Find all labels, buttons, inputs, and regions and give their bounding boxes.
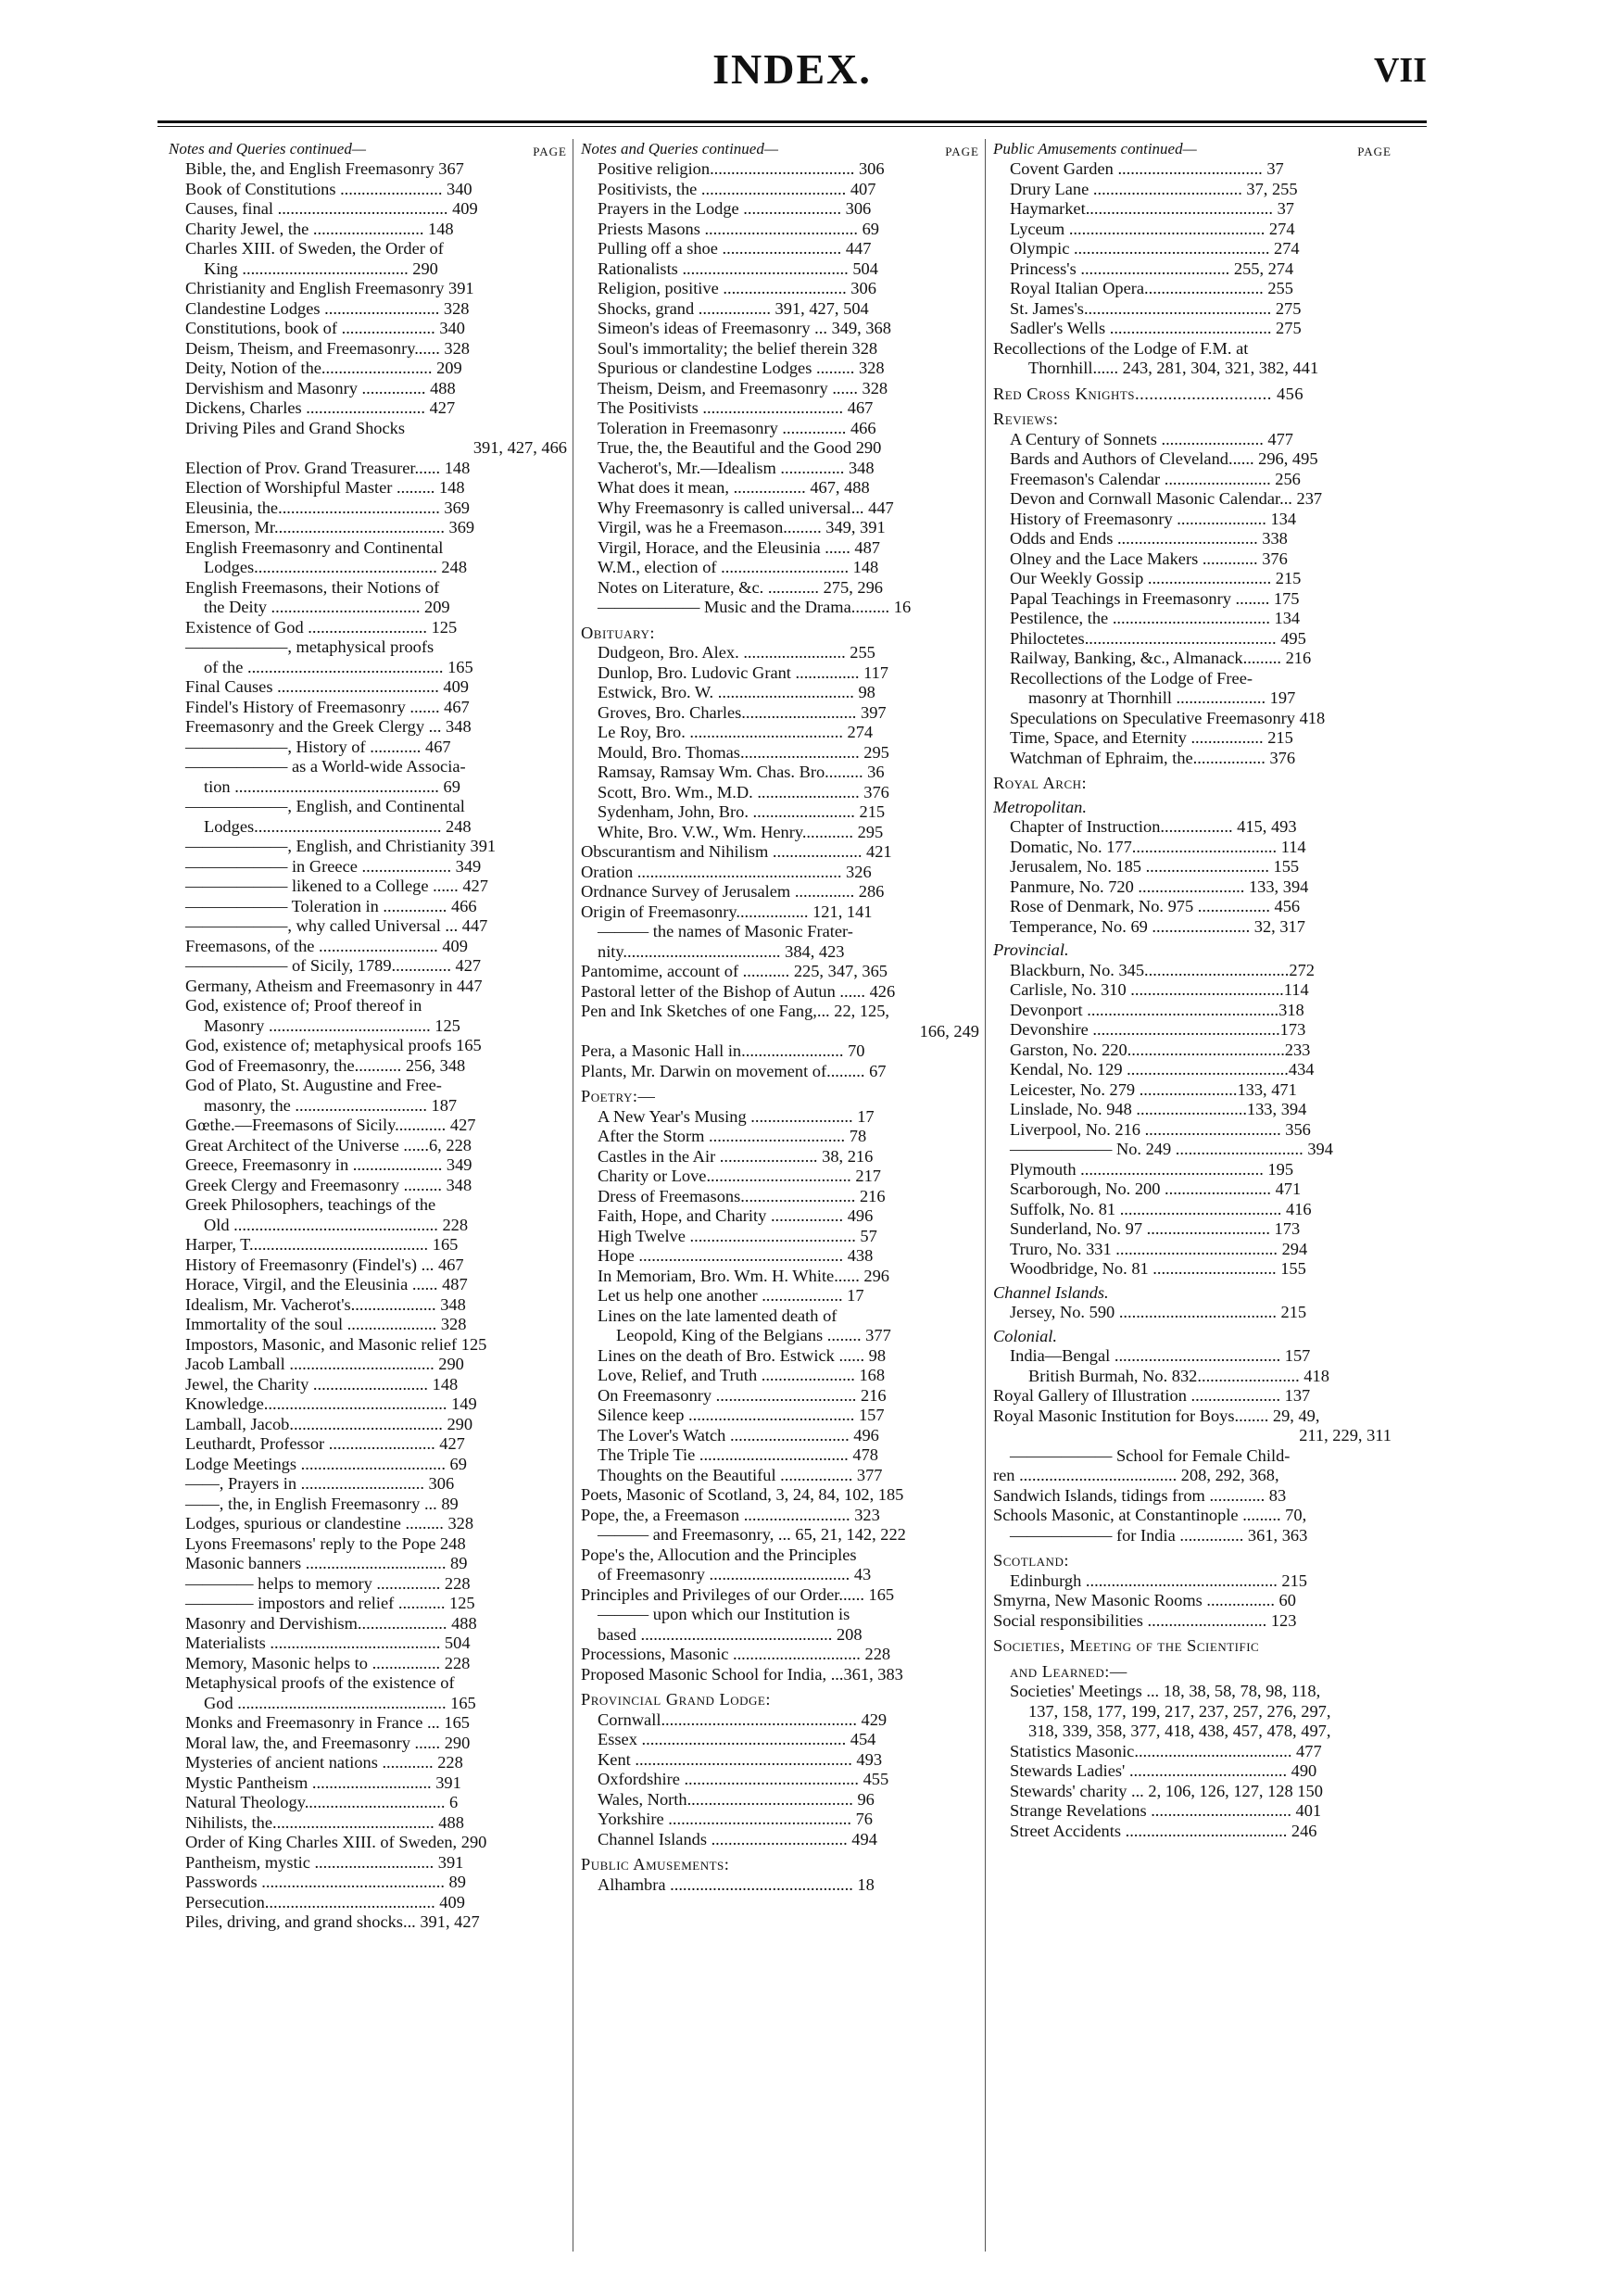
index-entry: Principles and Privileges of our Order...... 165: [581, 1584, 895, 1604]
index-entry: Estwick, Bro. W. ................................ 98: [598, 683, 875, 701]
index-entry: Eleusinia, the...................................... 369: [185, 498, 470, 517]
index-entry: Cornwall.............................................. 429: [598, 1709, 888, 1729]
index-entry: Silence keep ....................................... 157: [598, 1406, 885, 1424]
index-entry: Social responsibilities ............................ 123: [993, 1610, 1297, 1630]
index-entry: Lodge Meetings .................................. 69: [185, 1454, 467, 1473]
index-entry: Proposed Masonic School for India, ...361, 383: [581, 1664, 903, 1684]
index-entry: Essex ................................................ 454: [598, 1730, 876, 1748]
index-entry: Theism, Deism, and Freemasonry ...... 328: [598, 378, 888, 397]
index-entry: Lamball, Jacob.................................... 290: [185, 1414, 473, 1433]
index-entry: The Positivists ................................. 467: [598, 398, 874, 417]
index-entry: Spurious or clandestine Lodges ......... 328: [598, 359, 885, 377]
index-entry: Greece, Freemasonry in ..................... 349: [185, 1155, 472, 1174]
index-entry: Devonshire ............................................173: [1010, 1020, 1306, 1039]
index-entry: Pera, a Masonic Hall in........................ 70: [581, 1041, 865, 1060]
index-entry: Pastoral letter of the Bishop of Autun ...... 426: [581, 981, 896, 1001]
index-entry: Book of Constitutions ........................ 340: [185, 179, 472, 198]
index-entry: Mysteries of ancient nations ............ 228: [185, 1753, 463, 1772]
index-entry: Speculations on Speculative Freemasonry 418: [1010, 708, 1326, 727]
index-entry: Final Causes ...................................... 409: [185, 677, 469, 696]
index-entry: Notes on Literature, &c. ............ 275, 296: [598, 577, 883, 597]
index-entry: of the .............................................. 165: [204, 657, 473, 676]
index-entry: English Freemasonry and Continental: [185, 537, 444, 557]
index-entry: —————— likened to a College ...... 427: [185, 877, 488, 895]
index-entry: Immortality of the soul ..................... 328: [185, 1315, 467, 1333]
index-entry: White, Bro. V.W., Wm. Henry............ 295: [598, 822, 884, 841]
index-entry: the Deity ................................... 209: [204, 598, 450, 616]
index-entry: Drury Lane ................................... 37, 255: [1010, 179, 1298, 198]
index-entry: Railway, Banking, &c., Almanack......... 216: [1010, 649, 1312, 667]
index-entry: On Freemasonry ................................. 216: [598, 1385, 887, 1405]
index-entry: God, existence of; Proof thereof in: [185, 996, 422, 1015]
index-entry: Plants, Mr. Darwin on movement of......... 67: [581, 1061, 887, 1080]
index-column-2: [581, 139, 979, 1895]
index-entry: History of Freemasonry ..................... 134: [1010, 509, 1297, 528]
index-entry: Pope, the, a Freemason ......................... 323: [581, 1505, 880, 1524]
index-entry: Jersey, No. 590 ..................................... 215: [1010, 1303, 1307, 1321]
index-entry: Plymouth ........................................... 195: [1010, 1159, 1294, 1179]
index-entry: ——————, English, and Christianity 391: [185, 837, 497, 855]
index-entry: Faith, Hope, and Charity ................. 496: [598, 1206, 874, 1225]
index-entry: Masonry and Dervishism..................... 488: [185, 1613, 477, 1633]
subsection-heading: Channel Islands.: [993, 1282, 1109, 1302]
header-rule: [157, 120, 1427, 123]
index-entry: Smyrna, New Masonic Rooms ................ 60: [993, 1591, 1296, 1609]
index-entry: Alhambra ........................................... 18: [598, 1874, 875, 1894]
index-entry: Leuthardt, Professor ......................... 427: [185, 1434, 465, 1453]
index-entry: Virgil, Horace, and the Eleusinia ...... 487: [598, 537, 880, 557]
page-number: VII: [1373, 51, 1427, 90]
index-entry: Memory, Masonic helps to ................ 228: [185, 1653, 471, 1672]
page-label: PAGE: [533, 145, 567, 158]
index-entry: ——————, metaphysical proofs: [185, 637, 434, 656]
index-entry: Time, Space, and Eternity ................. 215: [1010, 728, 1293, 747]
index-entry: Monks and Freemasonry in France ... 165: [185, 1713, 470, 1732]
index-entry: Ramsay, Ramsay Wm. Chas. Bro......... 36: [598, 763, 885, 781]
index-entry: ——, the, in English Freemasonry ... 89: [185, 1494, 459, 1513]
index-entry: ——— the names of Masonic Frater-: [598, 922, 853, 940]
index-entry: Why Freemasonry is called universal... 447: [598, 498, 894, 517]
index-entry: Scott, Bro. Wm., M.D. ........................ 376: [598, 782, 889, 801]
subsection-heading: Metropolitan.: [993, 797, 1087, 816]
index-entry: —————— Toleration in ............... 466: [185, 896, 477, 915]
index-entry: Constitutions, book of ...................... 340: [185, 319, 465, 337]
index-entry: —————— No. 249 .............................. 394: [1010, 1140, 1333, 1158]
index-entry: God, existence of; metaphysical proofs 165: [185, 1036, 482, 1054]
index-entry: Freemasons, of the ............................ 409: [185, 936, 468, 955]
index-entry: Emerson, Mr........................................ 369: [185, 518, 475, 536]
index-entry: God of Plato, St. Augustine and Free-: [185, 1076, 442, 1094]
index-entry: What does it mean, ................. 467, 488: [598, 478, 870, 497]
index-entry: Garston, No. 220.....................................233: [1010, 1040, 1311, 1059]
index-entry: Domatic, No. 177.................................. 114: [1010, 837, 1306, 856]
subsection-heading: Colonial.: [993, 1326, 1057, 1345]
index-entry: Schools Masonic, at Constantinople ......... 70,: [993, 1506, 1307, 1524]
column-title: Notes and Queries continued—: [169, 140, 366, 158]
index-entry: Thoughts on the Beautiful ................. 377: [598, 1465, 883, 1484]
index-entry: Dudgeon, Bro. Alex. ........................ 255: [598, 643, 875, 662]
index-entry: Papal Teachings in Freemasonry ........ 175: [1010, 588, 1300, 608]
section-heading: Scotland:: [993, 1551, 1069, 1570]
index-entry: India—Bengal ....................................... 157: [1010, 1346, 1311, 1365]
index-entry: Scarborough, No. 200 ......................... 471: [1010, 1180, 1302, 1198]
section-heading: Obituary:: [581, 623, 655, 642]
index-entry: Lodges............................................ 248: [204, 816, 472, 836]
index-entry: Let us help one another ................... 17: [598, 1286, 864, 1305]
index-entry: Nihilists, the...................................... 488: [185, 1812, 464, 1832]
index-entry: Persecution........................................ 409: [185, 1892, 465, 1911]
index-entry: Dervishism and Masonry ............... 488: [185, 378, 456, 397]
index-entry: Prayers in the Lodge ....................... 306: [598, 199, 872, 218]
index-entry: ——— and Freemasonry, ... 65, 21, 142, 222: [598, 1525, 906, 1544]
index-entry: Princess's ................................... 255, 274: [1010, 259, 1294, 278]
index-entry: British Burmah, No. 832........................ 418: [1028, 1366, 1329, 1385]
index-entry: Stewards Ladies' ..................................... 490: [1010, 1761, 1317, 1780]
index-entry: Germany, Atheism and Freemasonry in 447: [185, 976, 483, 995]
index-entry: Dickens, Charles ............................ 427: [185, 398, 456, 417]
index-entry: Hope ................................................ 438: [598, 1246, 874, 1265]
index-entry: Freemason's Calendar ......................... 256: [1010, 469, 1301, 488]
index-entry: masonry at Thornhill ..................... 197: [1028, 688, 1296, 707]
index-entry: Knowledge........................................... 149: [185, 1394, 477, 1413]
index-entry: Philoctetes............................................. 495: [1010, 628, 1306, 648]
index-entry: Dress of Freemasons........................... 216: [598, 1186, 886, 1205]
index-entry: Lines on the death of Bro. Estwick ...... 98: [598, 1345, 887, 1365]
index-entry: Toleration in Freemasonry ............... 466: [598, 418, 876, 437]
index-entry: —————— as a World-wide Associa-: [185, 757, 466, 776]
column-divider: [985, 139, 986, 2252]
column-title: Notes and Queries continued—: [581, 140, 778, 158]
index-entry: The Lover's Watch ............................ 496: [598, 1425, 879, 1444]
index-entry: Chapter of Instruction................. 415, 493: [1010, 817, 1297, 836]
entry-list: [993, 159, 1392, 1841]
index-entry: ———— impostors and relief ........... 125: [185, 1594, 475, 1612]
index-column-3: [993, 139, 1392, 1841]
index-entry: Pen and Ink Sketches of one Fang,... 22, 125,: [581, 1002, 890, 1020]
subsection-heading: Provincial.: [993, 940, 1069, 959]
index-entry: Olympic .............................................. 274: [1010, 239, 1300, 258]
entry-list: [169, 159, 567, 1933]
index-entry: Panmure, No. 720 ......................... 133, 394: [1010, 877, 1309, 896]
index-entry: Jewel, the Charity ........................... 148: [185, 1374, 459, 1394]
entry-list: [581, 159, 979, 1895]
index-entry: Kendal, No. 129 ......................................434: [1010, 1060, 1315, 1079]
index-entry: Religion, positive ............................. 306: [598, 279, 876, 297]
index-entry: Old ................................................ 228: [204, 1215, 469, 1234]
index-entry: Pope's the, Allocution and the Principles: [581, 1545, 857, 1564]
index-entry: Jerusalem, No. 185 ............................. 155: [1010, 857, 1300, 876]
index-entry: Liverpool, No. 216 ................................ 356: [1010, 1119, 1311, 1139]
index-entry: Sydenham, John, Bro. ........................ 215: [598, 802, 886, 821]
index-entry: ——————, why called Universal ... 447: [185, 916, 488, 935]
index-entry: Royal Italian Opera............................ 255: [1010, 279, 1293, 297]
index-entry: Poets, Masonic of Scotland, 3, 24, 84, 102, 185: [581, 1485, 904, 1504]
index-entry: Love, Relief, and Truth ...................... 168: [598, 1366, 886, 1384]
index-entry: ren ..................................... 208, 292, 368,: [993, 1466, 1279, 1484]
index-entry: Jacob Lamball .................................. 290: [185, 1355, 464, 1373]
index-entry: Bible, the, and English Freemasonry 367: [185, 159, 464, 178]
index-entry: High Twelve ....................................... 57: [598, 1226, 877, 1245]
column-heading: [169, 139, 567, 159]
index-entry: Vacherot's, Mr.—Idealism ............... 348: [598, 458, 875, 477]
index-entry: Masonic banners ................................. 89: [185, 1554, 468, 1572]
index-entry: Findel's History of Freemasonry ....... 467: [185, 697, 470, 716]
index-entry: Rationalists ....................................... 504: [598, 259, 878, 278]
index-entry: Royal Gallery of Illustration ..................... 137: [993, 1386, 1311, 1405]
page-label: PAGE: [1357, 145, 1392, 158]
index-entry: Oxfordshire ......................................... 455: [598, 1770, 889, 1788]
index-entry: Charles XIII. of Sweden, the Order of: [185, 239, 444, 258]
index-entry: Suffolk, No. 81 ...................................... 416: [1010, 1199, 1312, 1218]
index-entry: Christianity and English Freemasonry 391: [185, 279, 474, 297]
index-entry: Lyceum .............................................. 274: [1010, 219, 1295, 238]
index-entry: Moral law, the, and Freemasonry ...... 290: [185, 1733, 471, 1752]
index-entry: Linslade, No. 948 ..........................133, 394: [1010, 1100, 1307, 1118]
section-heading: Reviews:: [993, 410, 1059, 428]
index-entry: God of Freemasonry, the........... 256, 348: [185, 1055, 466, 1075]
index-entry: Clandestine Lodges ........................... 328: [185, 298, 470, 318]
index-entry: Rose of Denmark, No. 975 ................. 456: [1010, 897, 1301, 915]
index-entry: 211, 229, 311: [1299, 1426, 1392, 1444]
index-entry: Street Accidents ...................................... 246: [1010, 1821, 1317, 1840]
index-entry: 137, 158, 177, 199, 217, 237, 257, 276, 297,: [1028, 1701, 1331, 1721]
index-entry: English Freemasons, their Notions of: [185, 577, 440, 597]
index-entry: Channel Islands ................................ 494: [598, 1829, 877, 1848]
index-entry: King ....................................... 290: [204, 259, 438, 278]
column-heading: [993, 139, 1392, 159]
index-entry: Odds and Ends ................................. 338: [1010, 529, 1288, 548]
index-entry: Shocks, grand ................. 391, 427, 504: [598, 298, 869, 318]
index-entry: based ............................................. 208: [598, 1624, 863, 1644]
index-entry: nity..................................... 384, 423: [598, 941, 845, 961]
index-entry: Election of Prov. Grand Treasurer...... 148: [185, 458, 471, 477]
index-entry: of Freemasonry ................................. 43: [598, 1565, 872, 1583]
index-entry: Simeon's ideas of Freemasonry ... 349, 368: [598, 319, 891, 337]
index-entry: —————— for India ............... 361, 363: [1010, 1525, 1308, 1545]
index-entry: Thornhill...... 243, 281, 304, 321, 382, 441: [1028, 359, 1319, 377]
section-heading: Royal Arch:: [993, 774, 1088, 792]
index-entry: Covent Garden .................................. 37: [1010, 159, 1284, 178]
index-entry: Olney and the Lace Makers ............. 376: [1010, 549, 1288, 568]
index-entry: Priests Masons .................................... 69: [598, 219, 879, 238]
index-entry: Driving Piles and Grand Shocks: [185, 418, 406, 437]
index-entry: Sadler's Wells ...................................... 275: [1010, 319, 1302, 337]
index-entry: Lines on the late lamented death of: [598, 1306, 837, 1325]
index-entry: Sandwich Islands, tidings from ............. 83: [993, 1485, 1287, 1505]
index-entry: Materialists ........................................ 504: [185, 1634, 471, 1652]
column-heading: [581, 139, 979, 159]
page-header: [157, 26, 1427, 109]
index-entry: Order of King Charles XIII. of Sweden, 290: [185, 1833, 487, 1851]
index-entry: Sunderland, No. 97 ............................. 173: [1010, 1219, 1301, 1238]
index-entry: —————— in Greece ..................... 349: [185, 856, 482, 876]
index-entry: Edinburgh ............................................. 215: [1010, 1571, 1307, 1590]
index-entry: St. James's............................................ 275: [1010, 298, 1302, 318]
index-entry: Positivists, the .................................. 407: [598, 179, 876, 198]
index-entry: Leicester, No. 279 .......................133, 471: [1010, 1079, 1297, 1099]
index-entry: 166, 249: [919, 1021, 979, 1041]
index-entry: ——, Prayers in ............................. 306: [185, 1474, 455, 1493]
index-entry: Origin of Freemasonry................. 121, 141: [581, 902, 873, 921]
index-entry: Pestilence, the ..................................... 134: [1010, 609, 1301, 627]
index-entry: Wales, North....................................... 96: [598, 1789, 875, 1809]
column-title: Public Amusements continued—: [993, 140, 1197, 158]
index-entry: Passwords ........................................... 89: [185, 1873, 466, 1891]
index-entry: ———— helps to memory ............... 228: [185, 1573, 471, 1593]
index-entry: Devon and Cornwall Masonic Calendar... 237: [1010, 489, 1323, 508]
section-heading: Provincial Grand Lodge:: [581, 1690, 771, 1709]
index-entry: In Memoriam, Bro. Wm. H. White...... 296: [598, 1266, 889, 1285]
index-entry: Processions, Masonic .............................. 228: [581, 1645, 891, 1663]
index-entry: Lodges........................................... 248: [204, 558, 468, 576]
index-entry: Charity Jewel, the .......................... 148: [185, 219, 454, 238]
index-entry: Horace, Virgil, and the Eleusinia ...... 487: [185, 1275, 468, 1293]
index-entry: God ................................................. 165: [204, 1693, 476, 1712]
index-entry: Recollections of the Lodge of F.M. at: [993, 338, 1249, 358]
index-entry: Metaphysical proofs of the existence of: [185, 1673, 455, 1692]
index-entry: Temperance, No. 69 ....................... 32, 317: [1010, 916, 1305, 936]
index-entry: Great Architect of the Universe ......6, 228: [185, 1135, 472, 1154]
page-title: INDEX.: [712, 45, 872, 93]
index-entry: Charity or Love.................................. 217: [598, 1167, 881, 1185]
index-entry: Obscurantism and Nihilism ..................... 421: [581, 842, 892, 861]
index-entry: Election of Worshipful Master ......... 148: [185, 478, 465, 497]
index-entry: Piles, driving, and grand shocks... 391, 427: [185, 1912, 480, 1931]
index-entry: Groves, Bro. Charles........................... 397: [598, 702, 887, 722]
index-entry: Natural Theology................................. 6: [185, 1793, 459, 1811]
index-entry: Deism, Theism, and Freemasonry...... 328: [185, 338, 470, 358]
index-entry: Truro, No. 331 ...................................... 294: [1010, 1239, 1308, 1258]
index-entry: Bards and Authors of Cleveland...... 296, 495: [1010, 449, 1318, 468]
index-entry: —————— Music and the Drama......... 16: [598, 598, 912, 616]
index-entry: A Century of Sonnets ........................ 477: [1010, 429, 1293, 448]
index-entry: 391, 427, 466: [472, 438, 567, 457]
index-entry: Pulling off a shoe ............................ 447: [598, 239, 872, 258]
index-entry: Statistics Masonic..................................... 477: [1010, 1741, 1322, 1760]
index-entry: Masonry ...................................... 125: [204, 1016, 460, 1035]
index-entry: Blackburn, No. 345..................................272: [1010, 960, 1315, 979]
index-column-1: [169, 139, 567, 1933]
index-entry: Yorkshire ........................................... 76: [598, 1810, 873, 1828]
index-entry: Greek Philosophers, teachings of the: [185, 1195, 436, 1214]
index-entry: The Triple Tie ................................... 478: [598, 1445, 878, 1464]
index-entry: —————— of Sicily, 1789.............. 427: [185, 956, 482, 975]
section-heading: Societies, Meeting of the Scientific: [993, 1636, 1260, 1655]
index-entry: Woodbridge, No. 81 ............................. 155: [1010, 1259, 1306, 1278]
index-entry: Recollections of the Lodge of Free-: [1010, 668, 1253, 688]
index-entry: Haymarket............................................ 37: [1010, 199, 1294, 218]
index-entry: Leopold, King of the Belgians ........ 377: [616, 1326, 891, 1344]
index-entry: A New Year's Musing ........................ 17: [598, 1106, 875, 1126]
index-entry: Societies' Meetings ... 18, 38, 58, 78, 98, 118,: [1010, 1682, 1321, 1700]
index-entry: Idealism, Mr. Vacherot's.................... 348: [185, 1294, 466, 1314]
index-entry: ——————, History of ............ 467: [185, 737, 451, 756]
index-entry: Dunlop, Bro. Ludovic Grant ............... 117: [598, 662, 888, 682]
index-entry: Causes, final ........................................ 409: [185, 199, 478, 218]
index-entry: 318, 339, 358, 377, 418, 438, 457, 478, 497,: [1028, 1722, 1331, 1740]
index-entry: Devonport .............................................318: [1010, 1000, 1304, 1019]
index-entry: Carlisle, No. 310 ....................................114: [1010, 980, 1309, 999]
index-entry: tion ................................................ 69: [204, 776, 460, 796]
index-entry: Pantheism, mystic ............................ 391: [185, 1852, 464, 1872]
index-entry: Kent ................................................... 493: [598, 1749, 883, 1769]
index-entry: Pantomime, account of ........... 225, 347, 365: [581, 962, 888, 980]
index-entry: Greek Clergy and Freemasonry ......... 348: [185, 1175, 472, 1194]
page-label: PAGE: [945, 145, 979, 158]
section-heading: Red Cross Knights............................. 456: [993, 384, 1304, 403]
index-entry: ——————, English, and Continental: [185, 797, 465, 815]
index-entry: Ordnance Survey of Jerusalem .............. 286: [581, 882, 885, 901]
index-entry: Lodges, spurious or clandestine ......... 328: [185, 1514, 474, 1533]
section-heading: Poetry:—: [581, 1087, 656, 1105]
index-entry: Stewards' charity ... 2, 106, 126, 127, 128 150: [1010, 1781, 1323, 1800]
index-entry: Impostors, Masonic, and Masonic relief 125: [185, 1334, 487, 1354]
index-entry: After the Storm ................................ 78: [598, 1127, 867, 1145]
index-entry: Our Weekly Gossip ............................. 215: [1010, 569, 1302, 587]
index-entry: Existence of God ............................ 125: [185, 617, 458, 637]
section-heading: and Learned:—: [1010, 1661, 1127, 1681]
index-entry: Watchman of Ephraim, the................. 376: [1010, 748, 1296, 767]
index-entry: W.M., election of .............................. 148: [598, 558, 879, 576]
index-entry: Virgil, was he a Freemason......... 349, 391: [598, 518, 886, 536]
index-entry: Royal Masonic Institution for Boys........ 29, 49,: [993, 1406, 1320, 1425]
index-entry: Mould, Bro. Thomas............................ 295: [598, 742, 889, 762]
index-entry: Strange Revelations ................................. 401: [1010, 1801, 1322, 1820]
section-heading: Public Amusements:: [581, 1855, 730, 1873]
index-entry: True, the, the Beautiful and the Good 290: [598, 438, 882, 457]
index-entry: Castles in the Air ....................... 38, 216: [598, 1146, 874, 1166]
index-entry: Soul's immortality; the belief therein 328: [598, 338, 878, 358]
index-entry: Lyons Freemasons' reply to the Pope 248: [185, 1533, 466, 1553]
index-entry: Le Roy, Bro. .................................... 274: [598, 723, 874, 741]
index-entry: Freemasonry and the Greek Clergy ... 348: [185, 717, 472, 736]
index-entry: Oration ................................................ 326: [581, 862, 872, 881]
index-entry: Positive religion.................................. 306: [598, 159, 885, 178]
index-entry: masonry, the ............................... 187: [204, 1095, 458, 1115]
index-entry: Mystic Pantheism ............................ 391: [185, 1772, 461, 1792]
index-entry: Deity, Notion of the.......................... 209: [185, 359, 462, 377]
index-entry: ——— upon which our Institution is: [598, 1605, 850, 1623]
index-entry: History of Freemasonry (Findel's) ... 467: [185, 1255, 464, 1274]
index-entry: —————— School for Female Child-: [1010, 1445, 1291, 1465]
index-entry: Harper, T.......................................... 165: [185, 1235, 459, 1254]
header-rule-thin: [157, 126, 1427, 127]
index-entry: Gœthe.—Freemasons of Sicily............ 427: [185, 1116, 476, 1134]
